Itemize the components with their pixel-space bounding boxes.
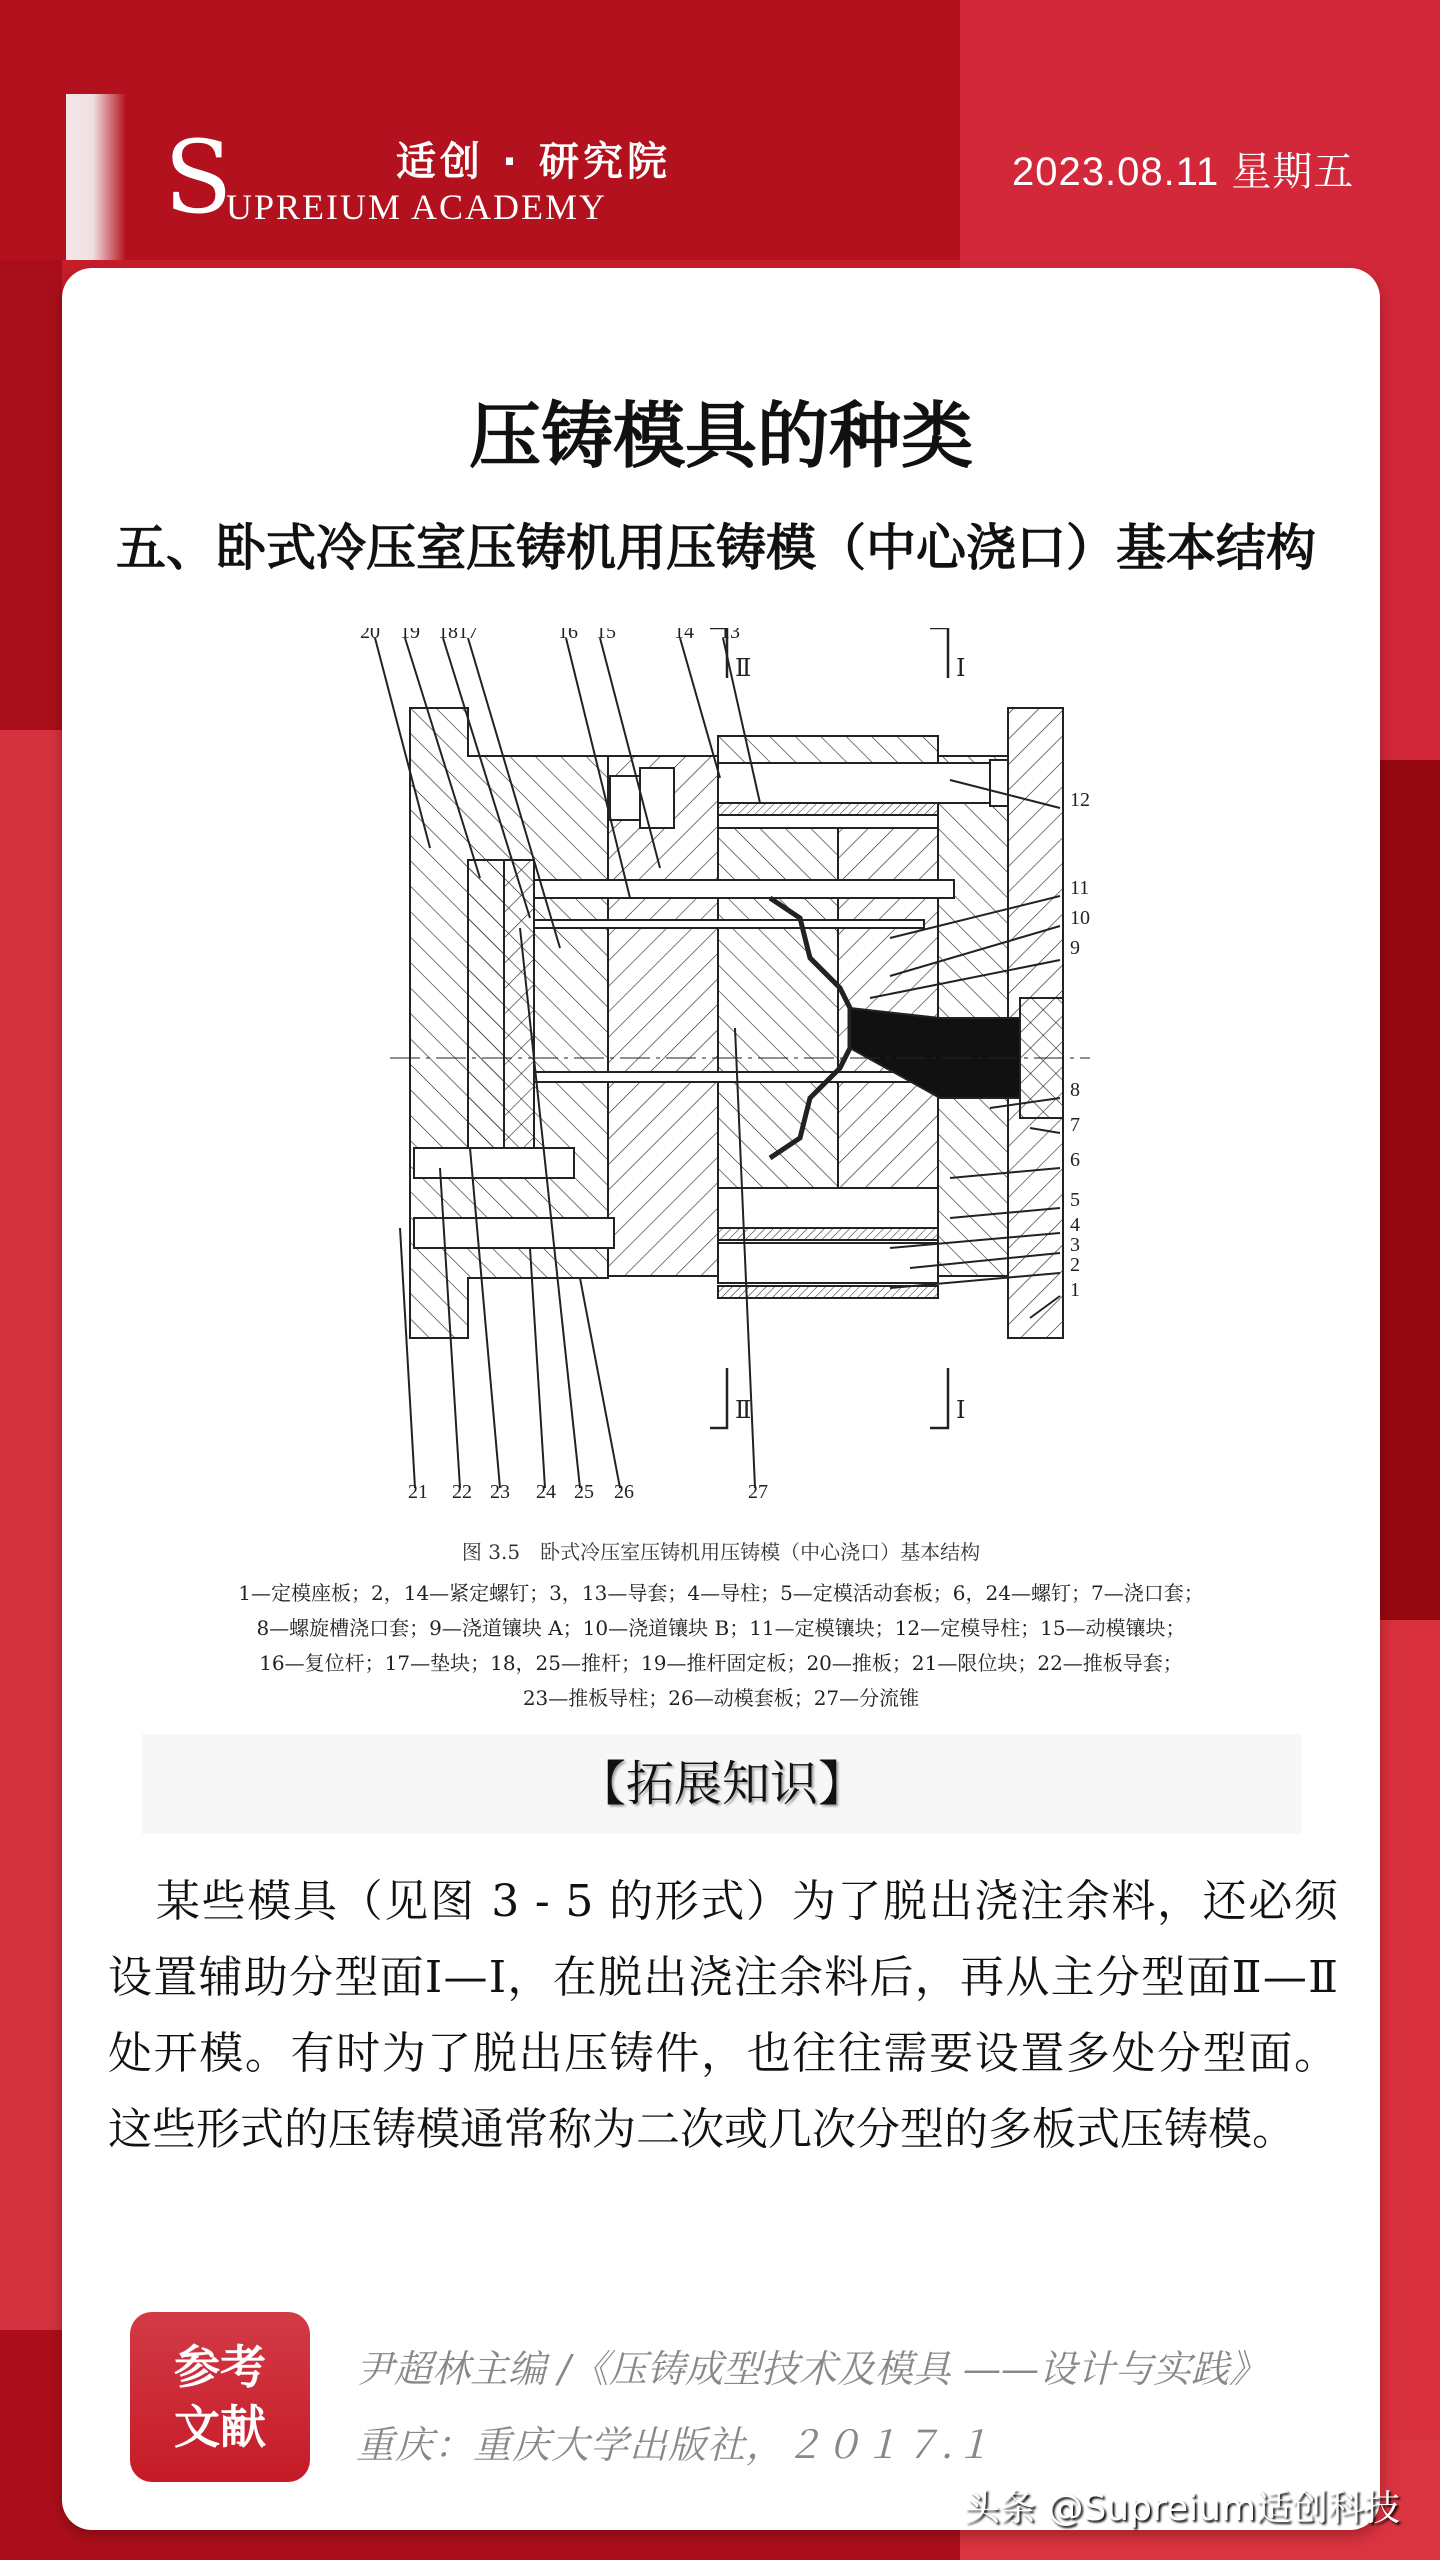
svg-text:1: 1 [1070,1279,1080,1301]
logo-initial: S [164,119,233,236]
svg-text:9: 9 [1070,937,1080,959]
background-panel [0,730,62,2330]
svg-text:22: 22 [452,1481,472,1503]
figure-caption: 图 3.5 卧式冷压室压铸机用压铸模（中心浇口）基本结构 [461,1540,981,1564]
svg-text:21: 21 [408,1481,428,1503]
svg-text:2: 2 [1070,1254,1080,1276]
svg-text:15: 15 [596,628,616,643]
svg-text:19: 19 [400,628,420,643]
extension-title: 【拓展知识】 [577,1756,866,1812]
extension-knowledge-header [142,1734,1302,1834]
svg-text:26: 26 [614,1481,634,1503]
extension-paragraph: 某些模具（见图 3 - 5 的形式）为了脱出浇注余料，还必须设置辅助分型面Ⅰ—Ⅰ，在脱出浇注余料后，再从主分型面Ⅱ—Ⅱ处开模。有时为了脱出压铸件，也往往需要设置多处分型面。这些形式的压铸模通常称为二次或几次分型的多板式压铸模。 [108,1876,1338,2155]
reference-badge-line2: 文献 [174,2400,266,2454]
svg-text:20: 20 [360,628,380,643]
svg-text:18: 18 [438,628,458,643]
logo-chinese-name: 适创 · 研究院 [396,139,672,185]
svg-text:13: 13 [720,628,740,643]
section-heading: 五、卧式冷压室压铸机用压铸模（中心浇口）基本结构 [116,519,1316,577]
svg-text:6: 6 [1070,1149,1080,1171]
legend-line: 8—螺旋槽浇口套；9—浇道镶块 A；10—浇道镶块 B；11—定模镶块；12—定模导柱；15—动模镶块； [256,1616,1186,1640]
svg-text:17: 17 [458,628,478,643]
svg-text:10: 10 [1070,907,1090,929]
svg-text:Ⅱ: Ⅱ [735,656,752,682]
logo-accent-bar [66,94,126,260]
svg-text:5: 5 [1070,1189,1080,1211]
svg-text:24: 24 [536,1481,556,1503]
page-title: 压铸模具的种类 [468,394,973,478]
svg-text:23: 23 [490,1481,510,1503]
die-casting-mold-drawing [330,628,1150,1508]
source-watermark: 头条 @Supreium适创科技 [964,2488,1401,2529]
legend-line: 23—推板导柱；26—动模套板；27—分流锥 [522,1686,920,1710]
extension-body [108,1864,1338,2168]
legend-line: 16—复位杆；17—垫块；18，25—推杆；19—推杆固定板；20—推板；21—限位块；22—推板导套； [259,1651,1183,1675]
figure-legend [62,1576,1380,1716]
svg-text:25: 25 [574,1481,594,1503]
background-panel [0,260,62,730]
svg-text:Ⅰ: Ⅰ [956,656,966,682]
reference-badge [130,2312,310,2482]
svg-text:27: 27 [748,1481,768,1503]
content-card [62,268,1380,2530]
svg-text:11: 11 [1070,877,1090,899]
svg-text:Ⅰ: Ⅰ [956,1398,966,1424]
reference-badge-line1: 参考 [174,2340,266,2394]
logo-english-name: UPREIUM ACADEMY [226,187,608,227]
publish-date: 2023.08.11 星期五 [1012,150,1355,194]
svg-text:12: 12 [1070,789,1090,811]
legend-line: 1—定模座板；2，14—紧定螺钉；3，13—导套；4—导柱；5—定模活动套板；6，24—螺钉；7—浇口套； [238,1581,1204,1605]
reference-publisher: 重庆：重庆大学出版社，２０１７.１ [356,2423,994,2467]
svg-text:14: 14 [674,628,694,643]
svg-text:8: 8 [1070,1079,1080,1101]
svg-text:7: 7 [1070,1114,1080,1136]
reference-citation: 尹超林主编 /《压铸成型技术及模具 ——设计与实践》 [356,2347,1267,2391]
svg-text:Ⅱ: Ⅱ [735,1398,752,1424]
background-panel [1380,1620,1440,2560]
svg-text:16: 16 [558,628,578,643]
svg-text:4: 4 [1070,1214,1080,1236]
background-panel [1380,760,1440,1620]
svg-text:3: 3 [1070,1234,1080,1256]
